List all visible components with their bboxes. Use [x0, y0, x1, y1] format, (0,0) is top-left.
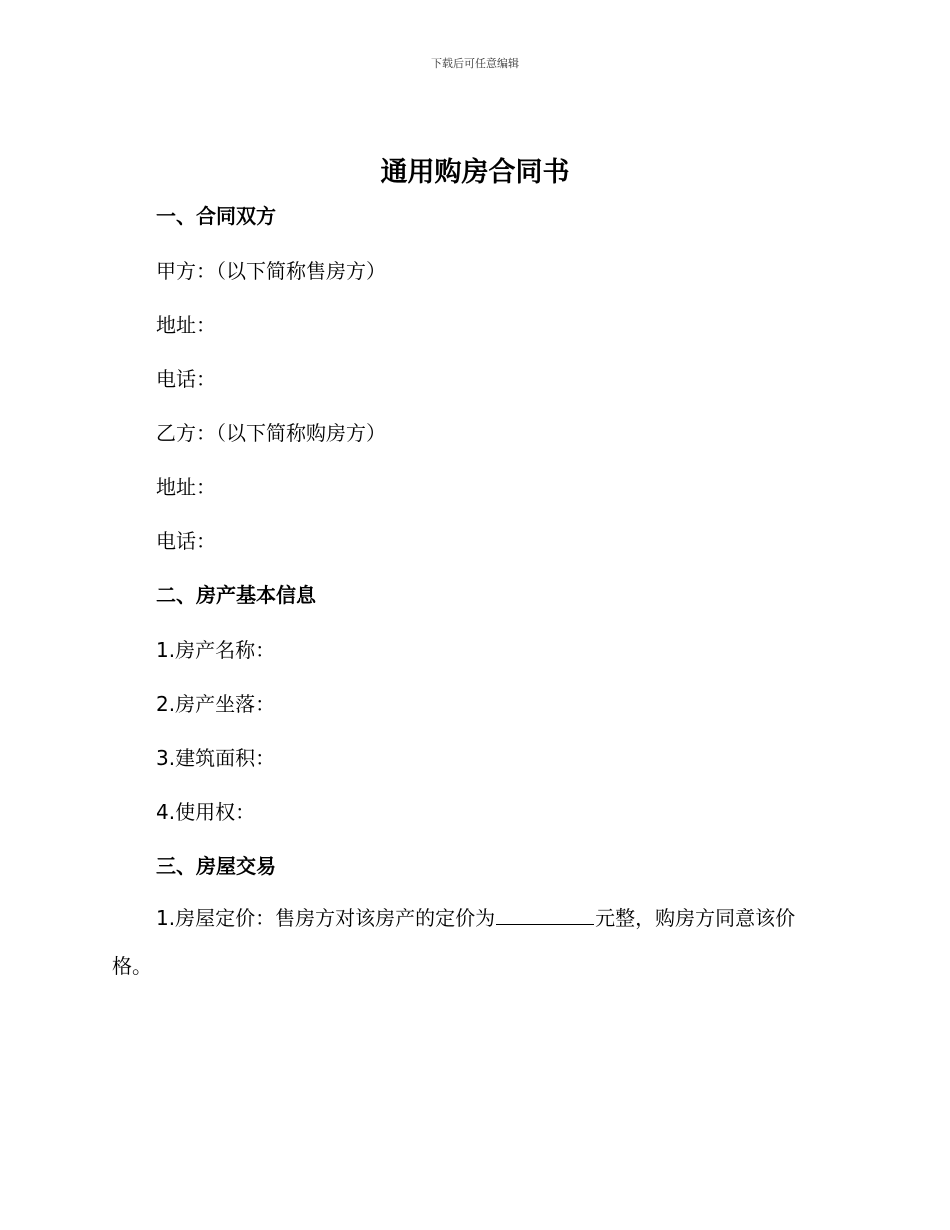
- property-location: 2.房产坐落：: [156, 692, 276, 716]
- party-a-phone: 电话：: [156, 367, 216, 391]
- price-clause-suffix: 元整，购房方同意该价: [595, 906, 796, 930]
- property-area: 3.建筑面积：: [156, 746, 276, 770]
- party-a-address: 地址：: [156, 313, 216, 337]
- section-heading-transaction: 三、房屋交易: [156, 854, 276, 878]
- document-title: 通用购房合同书: [380, 157, 570, 188]
- party-b-line: 乙方：（以下简称购房方）: [156, 421, 386, 445]
- party-a-line: 甲方：（以下简称售房方）: [156, 259, 386, 283]
- section-heading-property: 二、房产基本信息: [156, 583, 316, 607]
- party-b-address: 地址：: [156, 475, 216, 499]
- price-clause: [156, 902, 795, 931]
- section-heading-parties: 一、合同双方: [156, 204, 276, 228]
- property-rights: 4.使用权：: [156, 800, 256, 824]
- price-blank-field: [496, 904, 594, 925]
- property-name: 1.房产名称：: [156, 638, 276, 662]
- party-b-phone: 电话：: [156, 529, 216, 553]
- price-clause-wrap: 格。: [112, 954, 152, 978]
- header-note: 下载后可任意编辑: [431, 57, 519, 70]
- price-clause-prefix: 1.房屋定价：售房方对该房产的定价为: [156, 906, 496, 930]
